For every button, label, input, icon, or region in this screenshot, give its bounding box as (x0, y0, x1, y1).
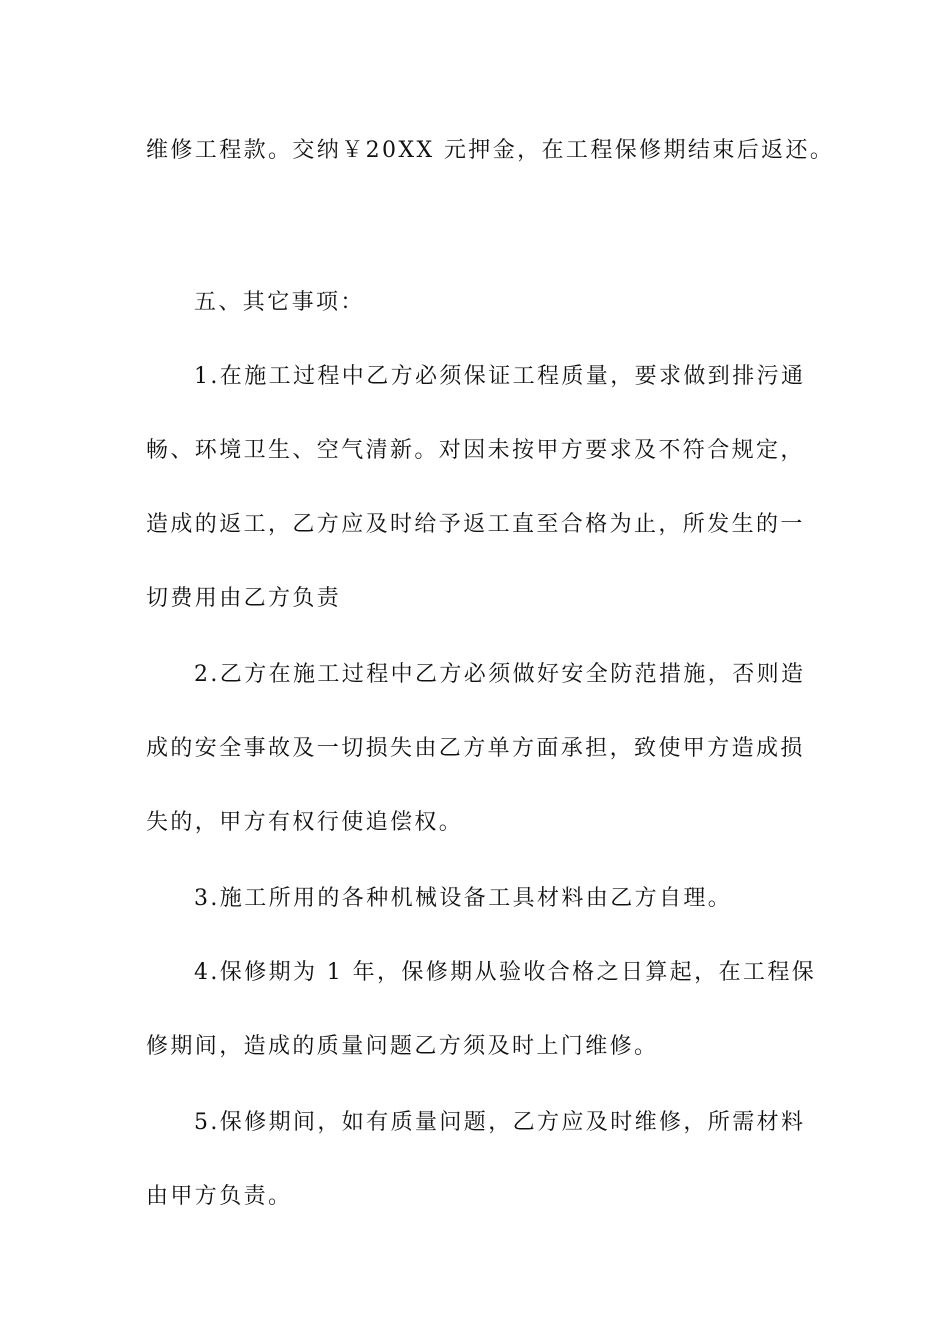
text-line: 修期间，造成的质量问题乙方须及时上门维修。 (146, 1034, 659, 1059)
item-5-paragraph (146, 1086, 806, 1234)
item-1-paragraph (146, 340, 806, 636)
text-line: 2.乙方在施工过程中乙方必须做好安全防范措施，否则造 (194, 662, 806, 687)
paragraph-deposit (146, 114, 835, 188)
item-4-paragraph (146, 936, 817, 1084)
text-line: 3.施工所用的各种机械设备工具材料由乙方自理。 (194, 886, 733, 911)
text-line: 成的安全事故及一切损失由乙方单方面承担，致使甲方造成损 (146, 736, 805, 761)
section-heading-text: 五、其它事项： (194, 290, 365, 315)
text-line: 畅、环境卫生、空气清新。对因未按甲方要求及不符合规定， (146, 438, 805, 463)
text-line: 由甲方负责。 (146, 1184, 293, 1209)
text-line: 失的，甲方有权行使追偿权。 (146, 810, 464, 835)
item-3-paragraph (146, 862, 806, 936)
item-2-paragraph (146, 638, 806, 860)
text-line: 4.保修期为 1 年，保修期从验收合格之日算起，在工程保 (194, 960, 817, 985)
text-line: 1.在施工过程中乙方必须保证工程质量，要求做到排污通 (194, 364, 806, 389)
section-heading (146, 266, 806, 340)
text-line: 切费用由乙方负责 (146, 586, 342, 611)
text-line: 造成的返工，乙方应及时给予返工直至合格为止，所发生的一 (146, 512, 805, 537)
text-line: 维修工程款。交纳￥20XX 元押金，在工程保修期结束后返还。 (146, 138, 835, 163)
text-line: 5.保修期间，如有质量问题，乙方应及时维修，所需材料 (194, 1110, 806, 1135)
